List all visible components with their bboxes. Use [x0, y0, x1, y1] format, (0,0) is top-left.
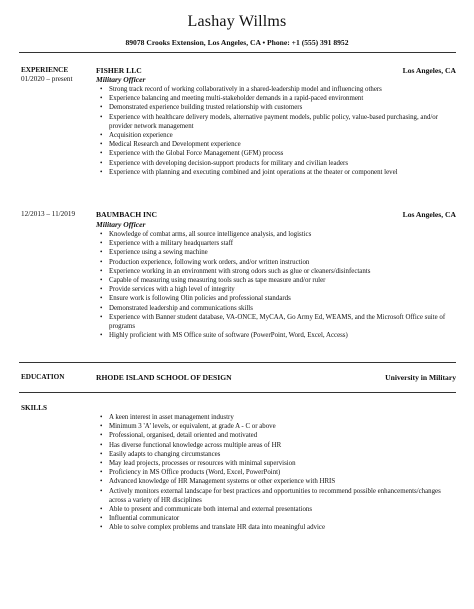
list-item: • Ensure work is following Olin policies and professional standards [96, 294, 454, 303]
job-1-bullets [96, 85, 454, 177]
list-item: • Actively monitors external landscape for best practices and opportunities to recommend possible enhancements/changes across a variety of HR disciplines [96, 487, 454, 505]
list-item: • Strong track record of working collaboratively in a shared-leadership model and influencing others [96, 85, 454, 94]
section-label-experience: EXPERIENCE [21, 66, 69, 74]
experience-divider [19, 362, 456, 363]
job-1-employer: FISHER LLC [96, 66, 142, 75]
list-item: • Experience with developing decision-support products for military and civilian leaders [96, 159, 454, 168]
list-item: • Experience balancing and meeting multi-stakeholder demands in a rapid-paced environment [96, 94, 454, 103]
education-degree: University in Military [385, 373, 456, 382]
list-item: • Easily adapts to changing circumstances [96, 450, 454, 459]
list-item: • A keen interest in asset management industry [96, 413, 454, 422]
list-item: • Highly proficient with MS Office suite of software (PowerPoint, Word, Excel, Access) [96, 331, 454, 340]
section-label-education: EDUCATION [21, 373, 65, 381]
list-item: • Experience working in an environment with strong odors such as glue or cleaners/disinfectants [96, 267, 454, 276]
job-2-location: Los Angeles, CA [402, 210, 456, 219]
list-item: • Production experience, following work orders, and/or written instruction [96, 258, 454, 267]
list-item: • Experience with the Global Force Management (GFM) process [96, 149, 454, 158]
list-item: • Able to solve complex problems and translate HR data into meaningful advice [96, 523, 454, 532]
job-2-employer: BAUMBACH INC [96, 210, 157, 219]
list-item: • Knowledge of combat arms, all source intelligence analysis, and logistics [96, 230, 454, 239]
list-item: • Experience using a sewing machine [96, 248, 454, 257]
list-item: • Has diverse functional knowledge across multiple areas of HR [96, 441, 454, 450]
list-item: • Advanced knowledge of HR Management systems or other experience with HRIS [96, 477, 454, 486]
list-item: • Demonstrated experience building trusted relationship with customers [96, 103, 454, 112]
education-divider [19, 392, 456, 393]
list-item: • Proficiency in MS Office products (Word, Excel, PowerPoint) [96, 468, 454, 477]
list-item: • Acquisition experience [96, 131, 454, 140]
job-2-title: Military Officer [96, 220, 146, 229]
list-item: • Demonstrated leadership and communications skills [96, 304, 454, 313]
job-1-title: Military Officer [96, 75, 146, 84]
header-divider [19, 52, 456, 53]
candidate-name: Lashay Willms [187, 13, 287, 30]
list-item: • Minimum 3 'A' levels, or equivalent, at grade A - C or above [96, 422, 454, 431]
list-item: • Influential communicator [96, 514, 454, 523]
job-2-bullets [96, 230, 454, 340]
list-item: • Experience with Banner student database, VA-ONCE, MyCAA, Go Army Ed, WEAMS, and the Microsoft Office suite of programs [96, 313, 454, 331]
list-item: • May lead projects, processes or resources with minimal supervision [96, 459, 454, 468]
list-item: • Experience with planning and executing combined and joint operations at the theater or component level [96, 168, 454, 177]
job-2-dates: 12/2013 – 11/2019 [21, 210, 76, 218]
list-item: • Experience with a military headquarters staff [96, 239, 454, 248]
section-label-skills: SKILLS [21, 404, 47, 412]
list-item: • Able to present and communicate both internal and external presentations [96, 505, 454, 514]
list-item: • Experience with healthcare delivery models, alternative payment models, public policy, value-based purchasing, and/or provider network management [96, 113, 454, 131]
job-1-dates: 01/2020 – present [21, 75, 73, 83]
skills-list [96, 413, 454, 533]
list-item: • Professional, organised, detail oriented and motivated [96, 431, 454, 440]
education-school: RHODE ISLAND SCHOOL OF DESIGN [96, 373, 232, 382]
list-item: • Medical Research and Development experience [96, 140, 454, 149]
contact-line: 89078 Crooks Extension, Los Angeles, CA • Phone: +1 (555) 391 8952 [125, 38, 349, 47]
job-1-location: Los Angeles, CA [402, 66, 456, 75]
list-item: • Provide services with a high level of integrity [96, 285, 454, 294]
list-item: • Capable of measuring using measuring tools such as tape measure and/or ruler [96, 276, 454, 285]
